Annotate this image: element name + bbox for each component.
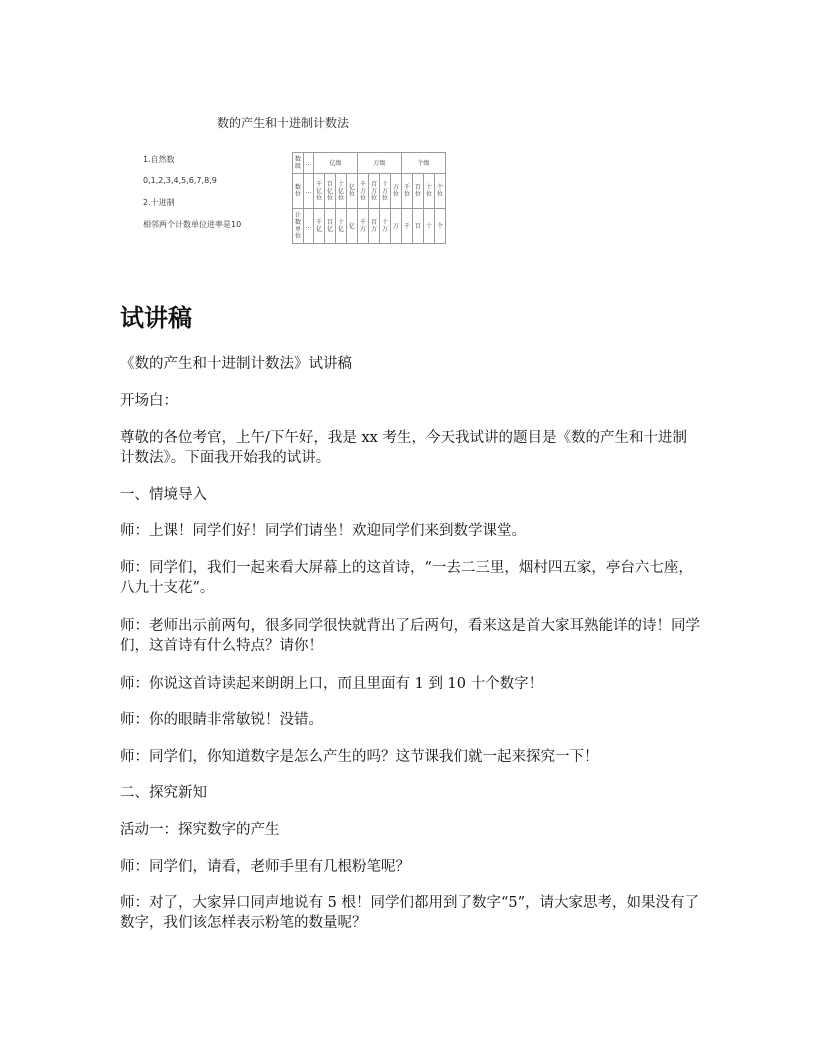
board-note: 2.十进制 [143, 198, 175, 207]
row-header: 数位 [293, 174, 304, 209]
table-row [293, 174, 446, 209]
paragraph: 师：上课！同学们好！同学们请坐！欢迎同学们来到数学课堂。 [120, 523, 526, 539]
section-heading: 一、情境导入 [120, 487, 207, 503]
place-cell: 千亿位 [314, 174, 325, 209]
blackboard-image [137, 108, 447, 248]
unit-cell: 百万 [369, 209, 380, 244]
unit-cell: 千亿 [314, 209, 325, 244]
unit-cell: 十亿 [336, 209, 347, 244]
paragraph: 活动一：探究数字的产生 [120, 822, 280, 838]
row-header: 数级 [293, 153, 304, 174]
unit-cell: 十 [424, 209, 435, 244]
unit-cell: 个 [435, 209, 446, 244]
paragraph: 师：老师出示前两句，很多同学很快就背出了后两句，看来这是首大家耳熟能详的诗！同学们，这首诗有什么特点？请你！ [120, 618, 700, 654]
board-note: 1.自然数 [143, 155, 175, 164]
unit-cell: 百 [413, 209, 424, 244]
place-cell: 百亿位 [325, 174, 336, 209]
ellipsis-cell: … [304, 209, 314, 244]
unit-cell: 千 [402, 209, 413, 244]
paragraph: 师：同学们，请看，老师手里有几根粉笔呢？ [120, 859, 410, 875]
place-cell: 千万位 [358, 174, 369, 209]
table-row [293, 153, 446, 174]
paragraph: 师：你的眼睛非常敏锐！没错。 [120, 712, 323, 728]
place-cell: 千位 [402, 174, 413, 209]
row-header: 计数单位 [293, 209, 304, 244]
group-cell: 万级 [358, 153, 402, 174]
group-cell: 亿级 [314, 153, 358, 174]
section-heading: 二、探究新知 [120, 785, 207, 801]
ellipsis-cell: … [304, 153, 314, 174]
paragraph: 师：对了，大家异口同声地说有 5 根！同学们都用到了数字“5”，请大家思考，如果没有了数字，我们该怎样表示粉笔的数量呢？ [120, 895, 699, 931]
page-heading: 试讲稿 [120, 304, 192, 332]
board-title: 数的产生和十进制计数法 [217, 116, 350, 130]
paragraph: 师：你说这首诗读起来朗朗上口，而且里面有 1 到 10 十个数字！ [120, 676, 544, 692]
group-cell: 个级 [402, 153, 446, 174]
place-cell: 个位 [435, 174, 446, 209]
paragraph: 师：同学们，你知道数字是怎么产生的吗？这节课我们就一起来探究一下！ [120, 749, 599, 765]
place-cell: 十万位 [380, 174, 391, 209]
place-value-table [292, 152, 446, 244]
unit-cell: 十万 [380, 209, 391, 244]
table-row [293, 209, 446, 244]
place-cell: 百位 [413, 174, 424, 209]
unit-cell: 千万 [358, 209, 369, 244]
unit-cell: 亿 [347, 209, 358, 244]
paragraph: 尊敬的各位考官，上午/下午好，我是 xx 考生，今天我试讲的题目是《数的产生和十进制计数法》。下面我开始我的试讲。 [120, 430, 687, 466]
unit-cell: 万 [391, 209, 402, 244]
board-note: 相邻两个计数单位进率是10 [143, 220, 242, 229]
place-cell: 十亿位 [336, 174, 347, 209]
document-title: 《数的产生和十进制计数法》试讲稿 [120, 356, 352, 372]
place-cell: 十位 [424, 174, 435, 209]
ellipsis-cell: … [304, 174, 314, 209]
place-cell: 万位 [391, 174, 402, 209]
paragraph: 开场白： [120, 393, 178, 409]
place-cell: 亿位 [347, 174, 358, 209]
paragraph: 师：同学们，我们一起来看大屏幕上的这首诗，“一去二三里，烟村四五家，亭台六七座，八九十支花”。 [120, 560, 693, 596]
place-cell: 百万位 [369, 174, 380, 209]
unit-cell: 百亿 [325, 209, 336, 244]
board-note: 0,1,2,3,4,5,6,7,8,9 [143, 176, 217, 185]
